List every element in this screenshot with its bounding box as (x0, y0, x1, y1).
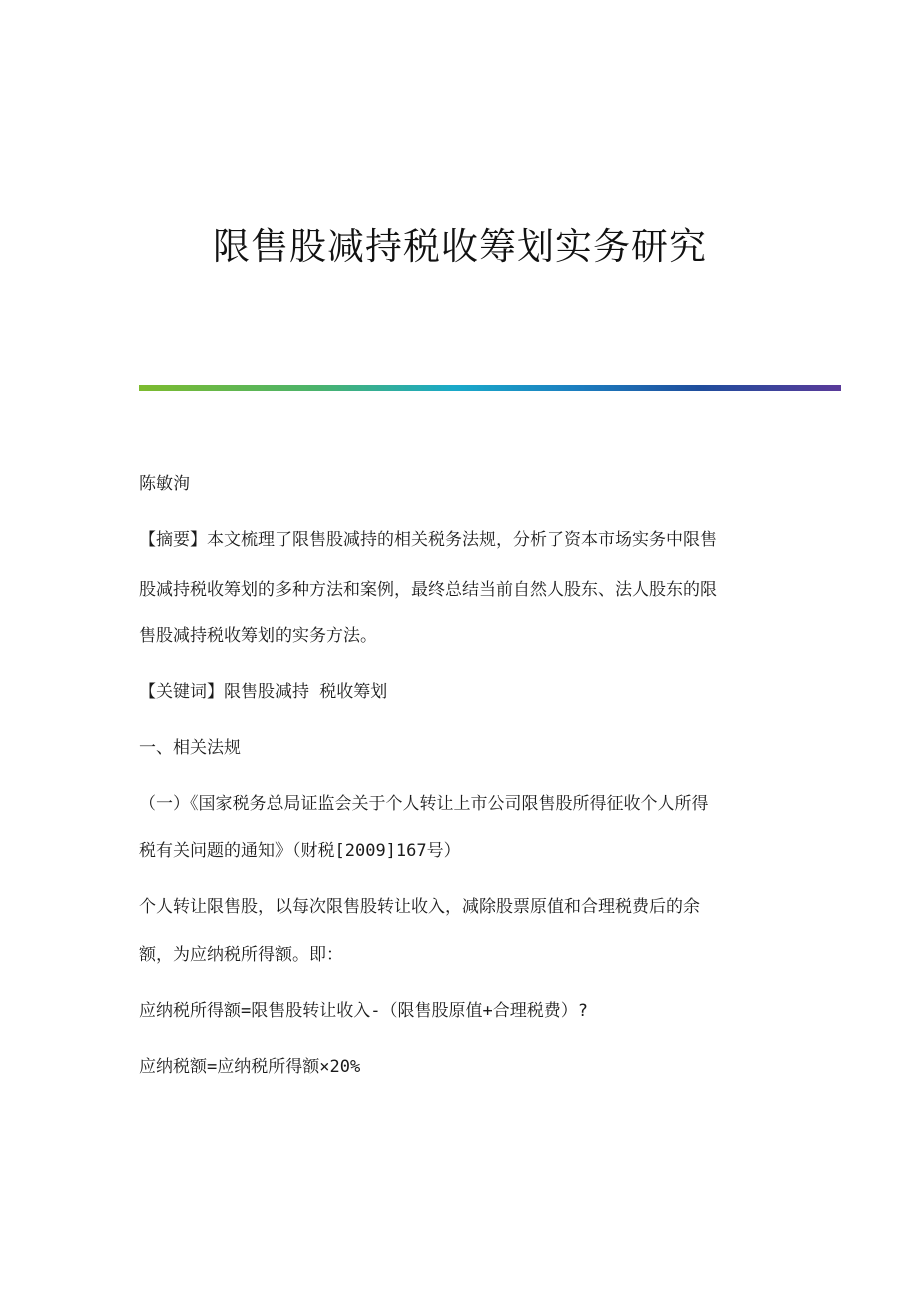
abstract-line-2: 股减持税收筹划的多种方法和案例，最终总结当前自然人股东、法人股东的限 (139, 580, 717, 600)
document-title: 限售股减持税收筹划实务研究 (213, 225, 707, 268)
paragraph-line-2: 额，为应纳税所得额。即： (139, 945, 343, 965)
section-heading: 一、相关法规 (139, 738, 241, 758)
paragraph-line-1: 个人转让限售股，以每次限售股转让收入，减除股票原值和合理税费后的余 (139, 897, 700, 917)
author-name: 陈敏洵 (139, 474, 190, 494)
formula-taxable-income: 应纳税所得额=限售股转让收入-（限售股原值+合理税费）? (139, 1001, 588, 1021)
abstract-line-1: 【摘要】本文梳理了限售股减持的相关税务法规，分析了资本市场实务中限售 (139, 530, 717, 550)
keywords-line: 【关键词】限售股减持 税收筹划 (139, 682, 388, 702)
abstract-line-3: 售股减持税收筹划的实务方法。 (139, 626, 377, 646)
title-divider-bar (139, 385, 841, 391)
regulation-line-2: 税有关问题的通知》（财税[2009]167号） (139, 841, 461, 861)
regulation-line-1: （一）《国家税务总局证监会关于个人转让上市公司限售股所得征收个人所得 (139, 794, 709, 814)
formula-tax-payable: 应纳税额=应纳税所得额×20% (139, 1057, 361, 1077)
